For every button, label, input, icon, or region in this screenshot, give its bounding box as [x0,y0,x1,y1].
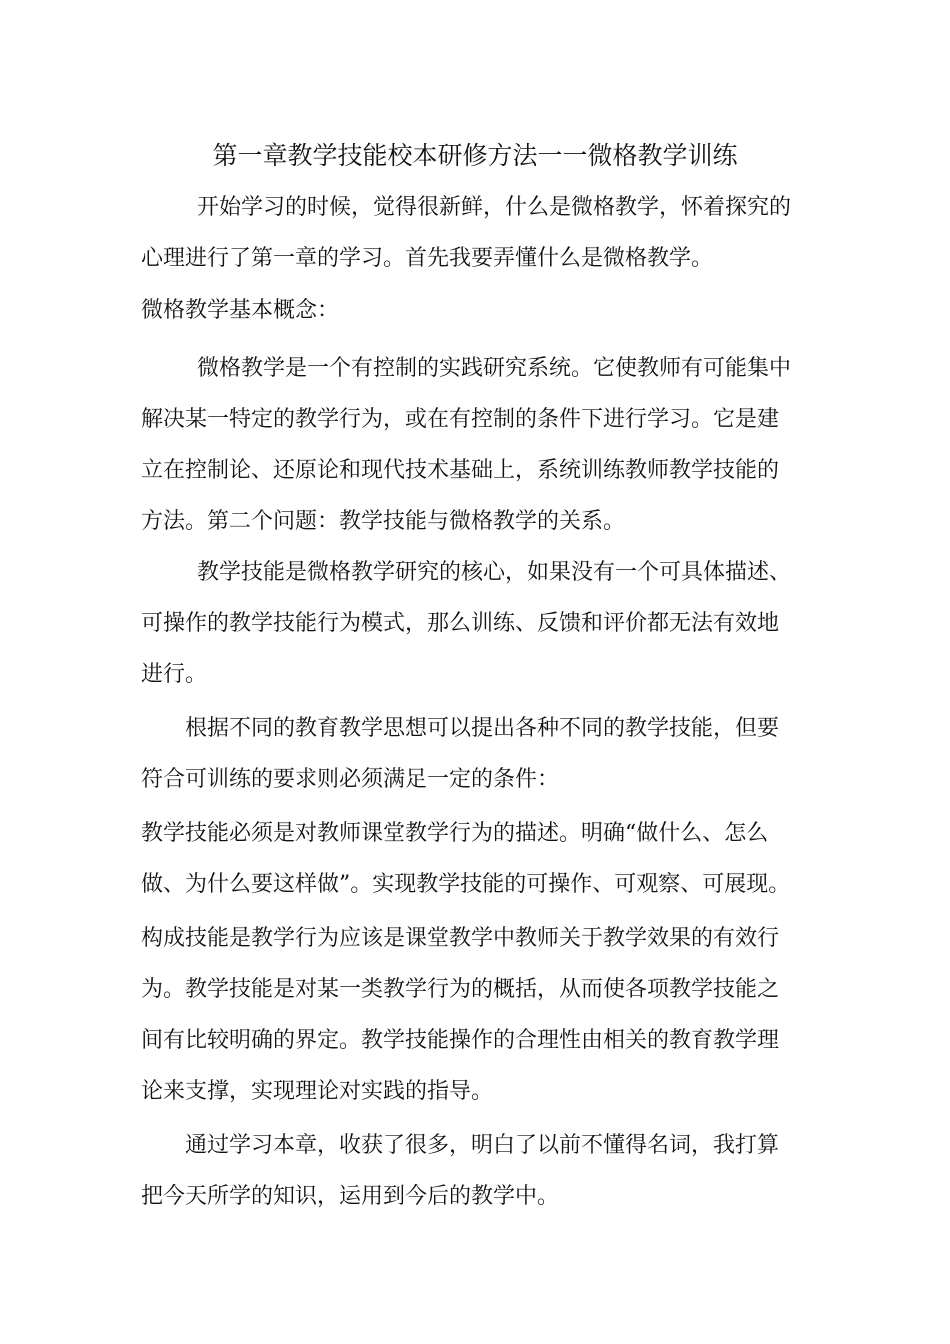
paragraph-line: 做、为什么要这样做”。实现教学技能的可操作、可观察、可展现。 [141,872,791,897]
paragraph-line: 解决某一特定的教学行为，或在有控制的条件下进行学习。它是建 [141,407,780,432]
paragraph-line: 间有比较明确的界定。教学技能操作的合理性由相关的教育教学理 [141,1028,780,1053]
document-title: 第一章教学技能校本研修方法一一微格教学训练 [212,141,738,170]
paragraph-line: 论来支撑，实现理论对实践的指导。 [141,1079,494,1104]
paragraph-line: 立在控制论、还原论和现代技术基础上，系统训练教师教学技能的 [141,458,780,483]
paragraph-line: 通过学习本章，收获了很多，明白了以前不懂得名词，我打算 [185,1133,780,1158]
paragraph-line: 方法。第二个问题：教学技能与微格教学的关系。 [141,509,626,534]
paragraph-line: 为。教学技能是对某一类教学行为的概括，从而使各项教学技能之 [141,977,780,1002]
paragraph-line: 可操作的教学技能行为模式，那么训练、反馈和评价都无法有效地 [141,611,780,636]
paragraph-line: 心理进行了第一章的学习。首先我要弄懂什么是微格教学。 [141,246,714,271]
paragraph-line: 符合可训练的要求则必须满足一定的条件： [141,767,560,792]
paragraph-line: 构成技能是教学行为应该是课堂教学中教师关于教学效果的有效行 [141,926,780,951]
section-heading: 微格教学基本概念： [141,298,340,323]
paragraph-line: 教学技能是微格教学研究的核心，如果没有一个可具体描述、 [197,560,792,585]
paragraph-line: 微格教学是一个有控制的实践研究系统。它使教师有可能集中 [197,356,792,381]
paragraph-line: 进行。 [141,662,208,687]
paragraph-line: 开始学习的时候，觉得很新鲜，什么是微格教学，怀着探究的 [197,195,792,220]
paragraph-line: 把今天所学的知识，运用到今后的教学中。 [141,1184,560,1209]
paragraph-line: 根据不同的教育教学思想可以提出各种不同的教学技能，但要 [185,716,780,741]
paragraph-line: 教学技能必须是对教师课堂教学行为的描述。明确“做什么、怎么 [141,821,769,846]
